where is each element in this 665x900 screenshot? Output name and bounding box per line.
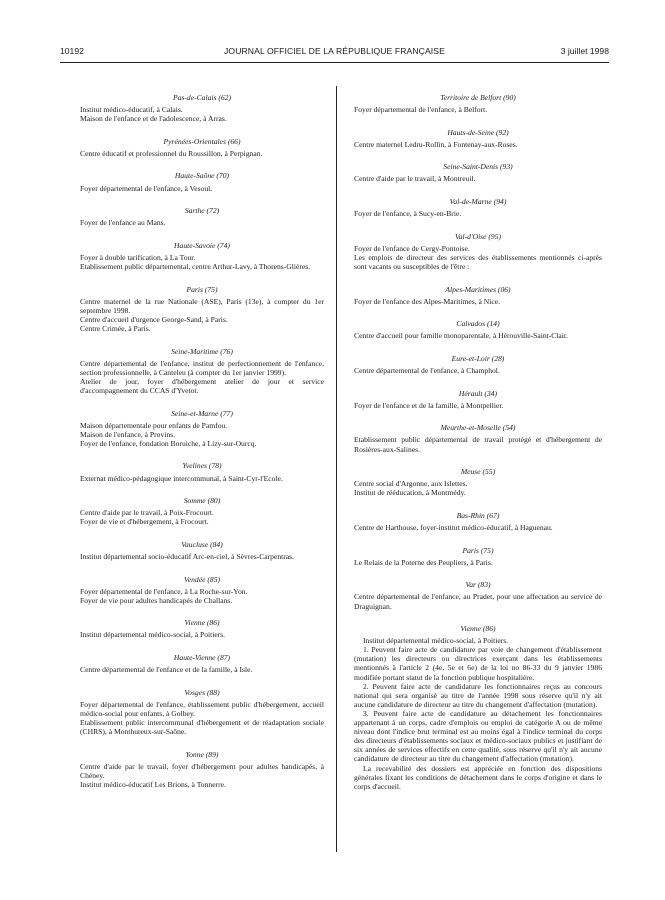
- journal-title: JOURNAL OFFICIEL DE LA RÉPUBLIQUE FRANÇAISE: [224, 46, 445, 56]
- department-heading: Seine-et-Marne (77): [171, 408, 233, 418]
- establishment-line: Foyer de vie et d'hébergement, à Frocourt.: [80, 517, 209, 527]
- department-section-vienne-86: [354, 624, 602, 791]
- department-heading: Vendée (85): [183, 574, 221, 584]
- department-section-herault-34: [354, 389, 602, 410]
- establishment-line: 3. Peuvent faire acte de candidature au détachement les fonctionnaires appartenant à un corps, cadre d'emplois ou emploi de catégorie A ou de même niveau dont l'indice brut terminal est au moins égal à l'indice terminal du corps des directeurs d'établissements sociaux et médico-sociaux publics et justifiant de six années de services effectifs en cette qualité, sous réserve qu'il n'y ait aucune candidature de directeur au titre du changement d'affectation (mutation).: [354, 708, 602, 764]
- establishment-line: Centre départemental de l'enfance, au Pradet, pour une affectation au service de Draguignan.: [354, 592, 602, 611]
- establishment-line: Foyer de l'enfance, à Sucy-en-Brie.: [354, 209, 462, 219]
- establishment-line: Centre de Harthouse, foyer-institut médico-éducatif, à Haguenau.: [354, 523, 553, 533]
- department-heading: Vosges (88): [184, 687, 220, 697]
- establishment-line: Foyer départemental de l'enfance, à La Roche-sur-Yon.: [80, 586, 248, 596]
- department-heading: Val-d'Oise (95): [454, 231, 502, 241]
- establishment-line: Centre départemental de l'enfance, à Champhol.: [354, 366, 500, 376]
- department-section-yvelines-78: [80, 461, 324, 482]
- department-section-vendee-85: [80, 575, 324, 605]
- establishment-line: Le Relais de la Poterne des Peupliers, à Paris.: [354, 557, 493, 567]
- right-column: [354, 93, 602, 804]
- establishment-line: Etablissement public départemental, centre Arthur-Lavy, à Thorens-Glières.: [80, 262, 311, 272]
- department-heading: Yonne (89): [185, 749, 219, 759]
- establishment-line: Centre maternel de la rue Nationale (ASE), Paris (13e), à compter du 1er septembre 1998.: [80, 296, 324, 315]
- department-section-bas-rhin-67: [354, 511, 602, 532]
- department-heading: Pyrénées-Orientales (66): [163, 136, 241, 146]
- establishment-line: Atelier de jour, foyer d'hébergement atelier de jour et service d'accompagnement du CCAS d'Yvetot.: [80, 376, 324, 395]
- department-section-haute-savoie-74: [80, 241, 324, 271]
- department-section-seine-saint-denis-93: [354, 162, 602, 183]
- establishment-line: Foyer départemental de l'enfance, à Belfort.: [354, 105, 488, 115]
- department-heading: Hauts-de-Seine (92): [447, 127, 509, 137]
- department-heading: Somme (80): [183, 496, 221, 506]
- department-section-somme-80: [80, 496, 324, 526]
- establishment-line: Maison de l'enfance, à Provins.: [80, 429, 175, 439]
- department-section-alpes-maritimes-06: [354, 285, 602, 306]
- department-heading: Vaucluse (84): [181, 539, 223, 549]
- department-section-hauts-de-seine-92: [354, 128, 602, 149]
- department-heading: Hérault (34): [458, 388, 498, 398]
- department-heading: Pas-de-Calais (62): [173, 93, 231, 102]
- department-section-calvados-14: [354, 319, 602, 340]
- establishment-line: 1. Peuvent faire acte de candidature par voie de changement d'établissement (mutation) les directeurs ou directrices exerçant dans les établissements mentionnés à l'article 2 (4e, 5e et 6e) de la loi no 86-33 du 9 janvier 1986 modifiée portant statut de la fonction publique hospitalière.: [354, 645, 602, 682]
- department-heading: Haute-Saône (70): [174, 171, 230, 181]
- department-section-haute-vienne-87: [80, 653, 324, 674]
- establishment-line: Centre d'accueil d'urgence George-Sand, à Paris.: [80, 314, 228, 324]
- department-section-vaucluse-84: [80, 540, 324, 561]
- establishment-line: Foyer de l'enfance et de la famille, à Montpellier.: [354, 400, 504, 410]
- department-section-val-de-marne-94: [354, 197, 602, 218]
- establishment-line: Centre Crimée, à Paris.: [80, 324, 151, 333]
- department-heading: Alpes-Maritimes (06): [445, 284, 511, 294]
- department-section-sarthe-72: [80, 206, 324, 227]
- establishment-line: Institut départemental médico-social, à Poitiers.: [363, 636, 509, 646]
- department-heading: Meurthe-et-Moselle (54): [440, 423, 516, 433]
- left-column: [80, 93, 324, 803]
- department-heading: Haute-Savoie (74): [174, 240, 230, 250]
- establishment-line: Institut médico-éducatif, à Calais.: [80, 105, 183, 115]
- department-section-vosges-88: [80, 688, 324, 736]
- department-heading: Sarthe (72): [184, 206, 220, 216]
- department-section-yonne-89: [80, 750, 324, 789]
- department-section-territoire-de-belfort-90: [354, 93, 602, 114]
- page-header: [60, 46, 609, 60]
- establishment-line: Institut départemental socio-éducatif Arc-en-ciel, à Sèvres-Carpentras.: [80, 552, 295, 561]
- page-number: 10192: [60, 46, 84, 56]
- establishment-line: Foyer de l'enfance, fondation Boruiche, à Lizy-sur-Ourcq.: [80, 438, 257, 448]
- department-heading: Seine-Saint-Denis (93): [443, 162, 513, 172]
- department-heading: Eure-et-Loir (28): [451, 354, 505, 363]
- establishment-line: Maison départementale pour enfants de Pamfou.: [80, 420, 228, 430]
- department-heading: Territoire de Belfort (90): [440, 93, 516, 102]
- establishment-line: Centre départemental de l'enfance, institut de perfectionnement de l'enfance, section professionnelle, à Canteleu (à compter du 1er janvier 1999).: [80, 358, 324, 377]
- department-heading: Paris (75): [462, 545, 494, 555]
- department-heading: Seine-Maritime (76): [171, 346, 233, 356]
- department-heading: Haute-Vienne (87): [173, 653, 231, 663]
- establishment-line: Centre social d'Argonne, aux Islettes.: [354, 479, 468, 489]
- issue-date: 3 juillet 1998: [560, 46, 609, 56]
- department-section-paris-75: [354, 546, 602, 567]
- establishment-line: Centre d'accueil pour famille monoparentale, à Hérouville-Saint-Clair.: [354, 331, 568, 341]
- department-heading: Paris (75): [186, 284, 218, 294]
- establishment-line: Foyer de l'enfance des Alpes-Maritimes, à Nice.: [354, 296, 501, 306]
- department-heading: Yvelines (78): [182, 461, 222, 471]
- department-section-val-d-oise-95: [354, 232, 602, 271]
- department-section-pas-de-calais-62: [80, 93, 324, 123]
- establishment-line: Les emplois de directeur des services des établissements mentionnés ci-après sont vacants ou susceptibles de l'être :: [354, 252, 602, 272]
- department-heading: Vienne (86): [184, 618, 220, 628]
- establishment-line: Foyer à double tarification, à La Tour.: [80, 252, 196, 262]
- department-heading: Val-de-Marne (94): [449, 197, 507, 207]
- establishment-line: Etablissement public départemental de travail protégé et d'hébergement de Rosières-aux-Salines.: [354, 435, 602, 454]
- department-heading: Bas-Rhin (67): [456, 510, 500, 520]
- department-heading: Meuse (55): [460, 467, 496, 477]
- header-rule: [60, 62, 609, 63]
- establishment-line: Foyer de vie pour adultes handicapés de Challans.: [80, 595, 233, 605]
- establishment-line: Centre éducatif et professionnel du Roussillon, à Perpignan.: [80, 148, 263, 158]
- establishment-line: Institut médico-éducatif Les Brions, à Tonnerre.: [80, 780, 226, 789]
- establishment-line: Institut départemental médico-social, à Poitiers.: [80, 630, 226, 640]
- department-heading: Calvados (14): [456, 319, 500, 329]
- establishment-line: Centre d'aide par le travail, à Poix-Frocourt.: [80, 508, 214, 518]
- establishment-line: 2. Peuvent faire acte de candidature les fonctionnaires reçus au concours national qui sera organisé au titre de l'année 1998 sous réserve qu'il n'y ait aucune candidature de directeur au titre du changement d'affectation (mutation).: [354, 681, 602, 709]
- department-section-vienne-86: [80, 618, 324, 639]
- establishment-line: Foyer départemental de l'enfance, établissement public d'hébergement, accueil médico-social pour enfants, à Golbey.: [80, 699, 324, 718]
- establishment-line: La recevabilité des dossiers est appréciée en fonction des dispositions générales fixant les conditions de détachement dans le corps d'origine et dans le corps d'accueil.: [354, 763, 602, 791]
- department-section-seine-maritime-76: [80, 347, 324, 395]
- establishment-line: Externat médico-pédagogique intercommunal, à Saint-Cyr-l'Ecole.: [80, 473, 283, 483]
- establishment-line: Foyer départemental de l'enfance, à Vesoul.: [80, 183, 213, 193]
- department-section-haute-saone-70: [80, 171, 324, 192]
- department-section-eure-et-loir-28: [354, 354, 602, 375]
- establishment-line: Foyer de l'enfance de Cergy-Pontoise.: [354, 243, 470, 253]
- department-heading: Vienne (86): [460, 624, 496, 634]
- department-section-meurthe-et-moselle-54: [354, 423, 602, 453]
- establishment-line: Foyer de l'enfance au Mans.: [80, 218, 166, 228]
- department-section-seine-et-marne-77: [80, 409, 324, 448]
- establishment-line: Maison de l'enfance et de l'adolescence, à Arras.: [80, 114, 227, 124]
- establishment-line: Centre départemental de l'enfance et de la famille, à Isle.: [80, 665, 253, 675]
- department-section-meuse-55: [354, 467, 602, 497]
- department-section-var-83: [354, 580, 602, 610]
- establishment-line: Centre maternel Ledru-Rollin, à Fontenay-aux-Roses.: [354, 139, 518, 149]
- department-section-paris-75: [80, 285, 324, 333]
- department-heading: Var (83): [465, 580, 491, 590]
- establishment-line: Centre d'aide par le travail, foyer d'hébergement pour adultes handicapés, à Chéney.: [80, 761, 324, 780]
- column-divider: [336, 86, 337, 852]
- establishment-line: Etablissement public intercommunal d'hébergement et de réadaptation sociale (CHRS), à Monthureux-sur-Saône.: [80, 718, 324, 737]
- establishment-line: Centre d'aide par le travail, à Montreuil.: [354, 174, 476, 184]
- department-section-pyrenees-orientales-66: [80, 137, 324, 158]
- establishment-line: Institut de rééducation, à Montmédy.: [354, 488, 466, 498]
